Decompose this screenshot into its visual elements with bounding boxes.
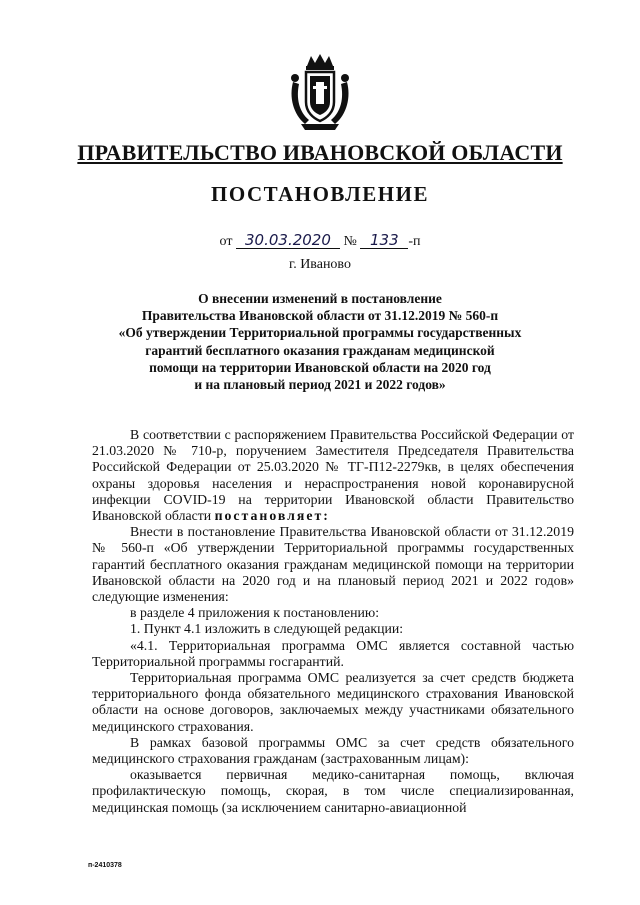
resolve-word: постановляет: (214, 508, 330, 524)
body-paragraph: Внести в постановление Правительства Ивановской области от 31.12.2019 № 560-п «Об утверждении Территориальной программы государственных гарантий бесплатного оказания гражданам медицинской помощи на территории Ивановской области на 2020 год и на плановый период 2021 и 2022 годов» следующие изменения: (92, 524, 574, 605)
document-date: 30.03.2020 (236, 232, 340, 249)
title-line: гарантий бесплатного оказания гражданам медицинской (145, 342, 495, 358)
organization-name: ПРАВИТЕЛЬСТВО ИВАНОВСКОЙ ОБЛАСТИ (77, 140, 563, 165)
document-body (92, 427, 574, 816)
document-type: ПОСТАНОВЛЕНИЕ (211, 182, 429, 206)
number-suffix: -п (408, 234, 421, 249)
number-sign: № (343, 234, 357, 249)
city: г. Иваново (289, 257, 351, 272)
document-code: п-2410378 (88, 862, 122, 869)
body-paragraph (92, 427, 574, 524)
title-line: помощи на территории Ивановской области на 2020 год (149, 359, 491, 375)
body-paragraph: оказывается первичная медико-санитарная помощь, включая профилактическую помощь, скорая, в том числе специализированная, медицинская помощь (за исключением санитарно-авиационной (92, 767, 574, 815)
ivanovo-coat-of-arms-icon (287, 52, 353, 132)
date-number-line (0, 232, 640, 250)
body-paragraph: в разделе 4 приложения к постановлению: (130, 605, 380, 621)
preamble-text: В соответствии с распоряжением Правительства Российской Федерации от 21.03.2020 № 710-р, поручением Заместителя Председателя Правительства Российской Федерации от 25.03.2020 № ТГ-П12-2279кв, в целях обеспечения охраны здоровья населения и нераспространения новой коронавирусной инфекции COVID-19 на территории Ивановской области Правительство Ивановской области (92, 427, 574, 524)
body-paragraph: «4.1. Территориальная программа ОМС является составной частью Территориальной программы госгарантий. (92, 637, 574, 669)
title-line: и на плановый период 2021 и 2022 годов» (194, 377, 446, 393)
document-title (60, 290, 580, 393)
date-prefix: от (219, 234, 233, 249)
document-number: 133 (360, 232, 408, 249)
body-paragraph: Территориальная программа ОМС реализуется за счет средств бюджета территориального фонда обязательного медицинского страхования Ивановской области на основе договоров, заключаемых между участниками обязательного медицинского страхования. (92, 670, 574, 734)
body-paragraph: В рамках базовой программы ОМС за счет средств обязательного медицинского страхования гражданам (застрахованным лицам): (92, 734, 574, 767)
title-line: Правительства Ивановской области от 31.12.2019 № 560-п (141, 308, 499, 324)
body-paragraph: 1. Пункт 4.1 изложить в следующей редакции: (130, 621, 404, 637)
title-line: «Об утверждении Территориальной программы государственных (118, 325, 522, 341)
title-line: О внесении изменений в постановление (198, 291, 442, 306)
